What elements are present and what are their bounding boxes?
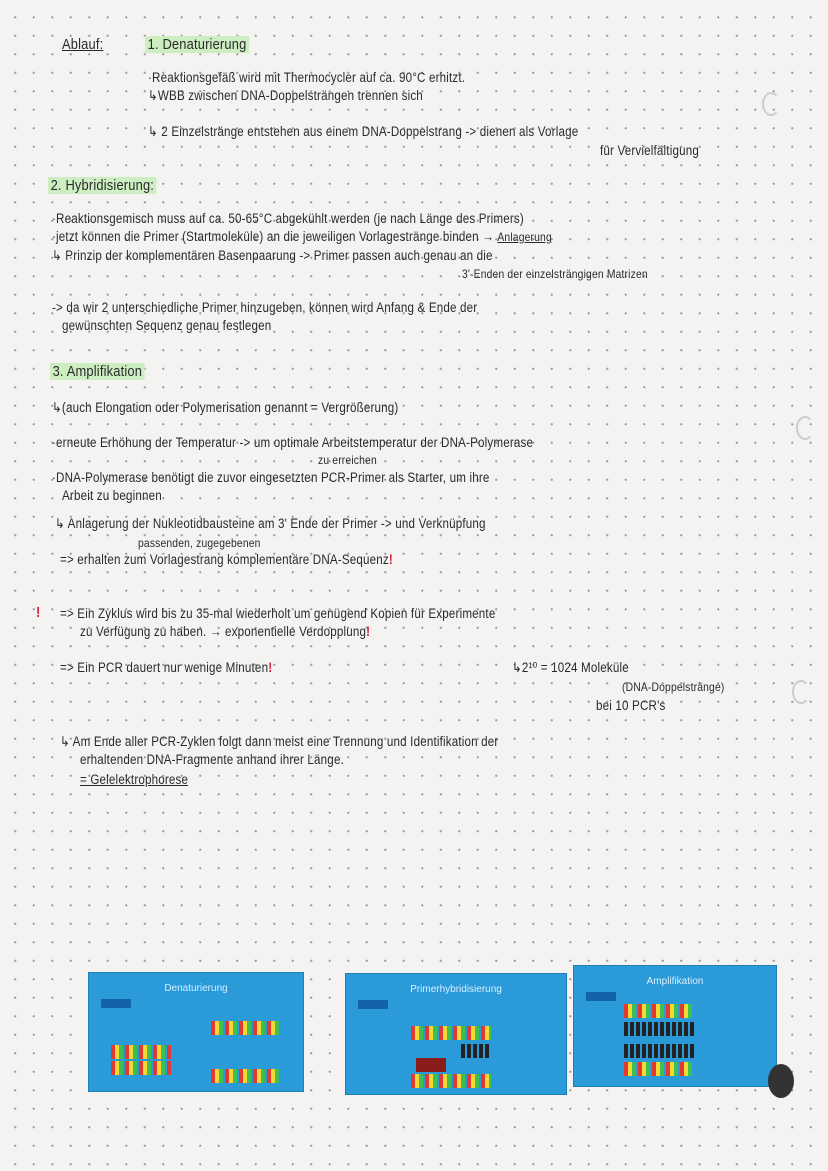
punch-hole [792, 680, 810, 704]
text-line: passenden, zugegebenen [138, 536, 261, 550]
image-amplifikation [573, 965, 777, 1087]
text-line: Arbeit zu beginnen [62, 488, 162, 503]
image-title: Denaturierung [164, 983, 228, 994]
step-badge [358, 1000, 388, 1009]
dna-strand [211, 1021, 281, 1035]
image-primerhybridisierung [345, 973, 567, 1095]
punch-hole [796, 416, 814, 440]
term-anlagerung: Anlagerung [497, 230, 552, 244]
new-strand [624, 1022, 694, 1036]
dna-strand [624, 1004, 694, 1018]
dna-strand [211, 1069, 281, 1083]
text-line: ·Reaktionsgemisch muss auf ca. 50-65°C abgekühlt werden (je nach Länge des Primers) [52, 211, 524, 226]
primer [416, 1058, 446, 1072]
text-line: ·erneute Erhöhung der Temperatur -> um optimale Arbeitstemperatur der DNA-Polymerase [52, 435, 534, 450]
text-line: -> da wir 2 unterschiedliche Primer hinzugeben, können wird Anfang & Ende der [52, 300, 478, 315]
punch-hole [762, 92, 780, 116]
dna-strand [411, 1074, 491, 1088]
new-strand [624, 1044, 694, 1058]
text-line: erhaltenden DNA-Fragmente anhand ihrer Länge. [80, 752, 344, 767]
section-3-title: 3. Amplifikation [50, 363, 145, 380]
important-mark: ! [36, 604, 41, 621]
text-line: 3'-Enden der einzelsträngigen Matrizen [462, 267, 648, 281]
text-line: ↳(auch Elongation oder Polymerisation genannt = Vergrößerung) [52, 400, 399, 415]
text: => erhalten zum Vorlagestrang komplementäre DNA-Sequenz [60, 552, 389, 567]
section-2-title: 2. Hybridisierung: [48, 177, 157, 194]
step-badge [101, 999, 131, 1008]
image-title: Amplifikation [646, 976, 704, 987]
section-1-title: 1. Denaturierung [145, 36, 249, 53]
text-line: ↳ Prinzip der komplementären Basenpaarung -> Primer passen auch genau an die [52, 248, 493, 263]
text-line [60, 552, 393, 567]
punch-hole [768, 1064, 794, 1098]
text-line: ·DNA-Polymerase benötigt die zuvor eingesetzten PCR-Primer als Starter, um ihre [52, 470, 490, 485]
text-line: ↳ Anlagerung der Nukleotidbausteine am 3' Ende der Primer -> und Verknüpfung [55, 516, 486, 531]
text-line: => Ein Zyklus wird bis zu 35-mal wiederholt um genügend Kopien für Experimente [60, 606, 496, 621]
text-line: gewünschten Sequenz genau festlegen [62, 318, 272, 333]
text: zu Verfügung zu haben. → exponentielle Verdopplung [80, 624, 367, 639]
dna-strand [111, 1061, 171, 1075]
calculation-note: bei 10 PCR's [596, 698, 666, 713]
dna-strand [411, 1026, 491, 1040]
term-gelelektrophorese: = Gelelektrophorese [80, 772, 189, 787]
text-line: ↳WBB zwischen DNA-Doppelsträngen trennen sich [148, 88, 423, 103]
text-line [60, 660, 272, 675]
text-line: ↳ 2 Einzelstränge entstehen aus einem DNA-Doppelstrang -> dienen als Vorlage [148, 124, 579, 139]
text-line: ↳ Am Ende aller PCR-Zyklen folgt dann meist eine Trennung und Identifikation der [60, 734, 499, 749]
calculation: ↳2¹⁰ = 1024 Moleküle [512, 660, 629, 675]
text-line [52, 229, 552, 244]
exclamation: ! [268, 660, 273, 675]
image-denaturierung [88, 972, 304, 1092]
text-line: für Vervielfältigung [600, 143, 699, 158]
exclamation: ! [388, 552, 393, 567]
text: ·jetzt können die Primer (Startmoleküle) an die jeweiligen Vorlagestränge binden → [52, 229, 494, 244]
dna-strand [111, 1045, 171, 1059]
step-badge [586, 992, 616, 1001]
text-line: ·Reaktionsgefäß wird mit Thermocycler auf ca. 90°C erhitzt. [148, 70, 466, 85]
text: => Ein PCR dauert nur wenige Minuten [60, 660, 269, 675]
exclamation: ! [366, 624, 371, 639]
image-title: Primerhybridisierung [410, 984, 502, 995]
dna-strand [624, 1062, 694, 1076]
text-line: zu erreichen [318, 453, 377, 467]
calculation-note: (DNA-Doppelstränge) [622, 680, 725, 694]
text-line [80, 624, 370, 639]
page-heading: Ablauf: [62, 36, 104, 53]
primer [461, 1044, 491, 1058]
